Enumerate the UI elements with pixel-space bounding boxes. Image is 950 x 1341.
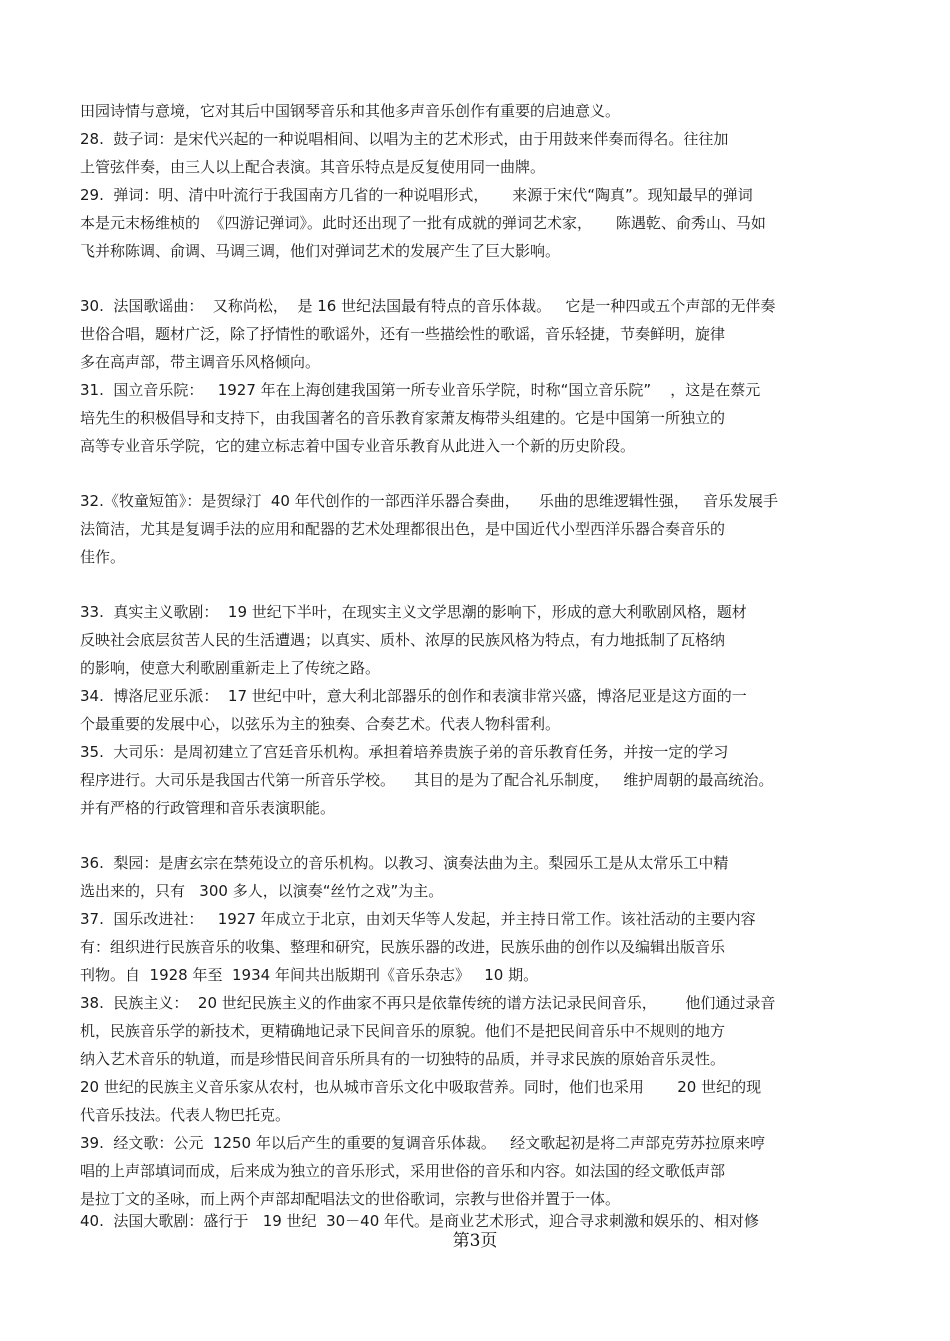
text-line: 30. 法国歌谣曲： 又称尚松， 是 16 世纪法国最有特点的音乐体裁。 它是一种四或五个声部的无伴奏 xyxy=(80,297,776,315)
text-line: 多在高声部，带主调音乐风格倾向。 xyxy=(80,353,321,371)
text-line: 纳入艺术音乐的轨道，而是珍惜民间音乐所具有的一切独特的品质，并寻求民族的原始音乐灵性。 xyxy=(80,1050,726,1068)
text-line: 有：组织进行民族音乐的收集、整理和研究，民族乐器的改进，民族乐曲的创作以及编辑出版音乐 xyxy=(80,938,726,956)
text-line: 32.《牧童短笛》：是贺绿汀 40 年代创作的一部西洋乐器合奏曲， 乐曲的思维逻辑性强， 音乐发展手 xyxy=(80,492,779,510)
text-line: 28. 鼓子词：是宋代兴起的一种说唱相间、以唱为主的艺术形式，由于用鼓来伴奏而得名。往往加 xyxy=(80,130,729,148)
text-line: 刊物。自 1928 年至 1934 年间共出版期刊《音乐杂志》 10 期。 xyxy=(80,966,539,984)
page-number: 第3页 xyxy=(452,1231,498,1251)
text-line: 37. 国乐改进社： 1927 年成立于北京，由刘天华等人发起，并主持日常工作。该社活动的主要内容 xyxy=(80,910,756,928)
text-line: 程序进行。大司乐是我国古代第一所音乐学校。 其目的是为了配合礼乐制度， 维护周朝的最高统治。 xyxy=(80,771,774,789)
text-line: 反映社会底层贫苦人民的生活遭遇；以真实、质朴、浓厚的民族风格为特点，有力地抵制了瓦格纳 xyxy=(80,631,726,649)
text-line: 培先生的积极倡导和支持下，由我国著名的音乐教育家萧友梅带头组建的。它是中国第一所独立的 xyxy=(80,409,726,427)
text-line: 34. 博洛尼亚乐派： 17 世纪中叶，意大利北部器乐的创作和表演非常兴盛，博洛尼亚是这方面的一 xyxy=(80,687,747,705)
text-line: 本是元末杨维桢的 《四游记弹词》。此时还出现了一批有成就的弹词艺术家， 陈遇乾、俞秀山、马如 xyxy=(80,214,766,232)
text-line: 并有严格的行政管理和音乐表演职能。 xyxy=(80,799,336,817)
text-line: 飞并称陈调、俞调、马调三调，他们对弹词艺术的发展产生了巨大影响。 xyxy=(80,242,561,260)
text-line: 代音乐技法。代表人物巴托克。 xyxy=(80,1106,291,1124)
text-line: 40. 法国大歌剧：盛行于 19 世纪 30－40 年代。是商业艺术形式，迎合寻求刺激和娱乐的、相对修 xyxy=(80,1212,760,1230)
text-line: 35. 大司乐：是周初建立了宫廷音乐机构。承担着培养贵族子弟的音乐教育任务，并按一定的学习 xyxy=(80,743,729,761)
text-line: 33. 真实主义歌剧： 19 世纪下半叶，在现实主义文学思潮的影响下，形成的意大利歌剧风格，题材 xyxy=(80,603,747,621)
text-line: 上管弦伴奏，由三人以上配合表演。其音乐特点是反复使用同一曲牌。 xyxy=(80,158,546,176)
text-line: 的影响，使意大利歌剧重新走上了传统之路。 xyxy=(80,659,381,677)
text-line: 38. 民族主义： 20 世纪民族主义的作曲家不再只是依靠传统的谱方法记录民间音乐， 他们通过录音 xyxy=(80,994,776,1012)
text-line: 31. 国立音乐院： 1927 年在上海创建我国第一所专业音乐学院，时称“国立音乐院” ，这是在蔡元 xyxy=(80,381,761,399)
text-line: 机，民族音乐学的新技术，更精确地记录下民间音乐的原貌。他们不是把民间音乐中不规则的地方 xyxy=(80,1022,726,1040)
text-line: 20 世纪的民族主义音乐家从农村，也从城市音乐文化中吸取营养。同时，他们也采用 20 世纪的现 xyxy=(80,1078,762,1096)
text-line: 佳作。 xyxy=(80,548,126,566)
text-line: 法简洁，尤其是复调手法的应用和配器的艺术处理都很出色，是中国近代小型西洋乐器合奏音乐的 xyxy=(80,520,726,538)
text-line: 高等专业音乐学院，它的建立标志着中国专业音乐教育从此进入一个新的历史阶段。 xyxy=(80,437,636,455)
text-line: 唱的上声部填词而成，后来成为独立的音乐形式，采用世俗的音乐和内容。如法国的经文歌低声部 xyxy=(80,1162,726,1180)
text-line: 田园诗情与意境，它对其后中国钢琴音乐和其他多声音乐创作有重要的启迪意义。 xyxy=(80,102,621,120)
text-line: 个最重要的发展中心，以弦乐为主的独奏、合奏艺术。代表人物科雷利。 xyxy=(80,715,561,733)
text-line: 36. 梨园：是唐玄宗在禁苑设立的音乐机构。以教习、演奏法曲为主。梨园乐工是从太常乐工中精 xyxy=(80,854,729,872)
text-line: 是拉丁文的圣咏，而上两个声部却配唱法文的世俗歌词，宗教与世俗并置于一体。 xyxy=(80,1190,621,1208)
text-line: 世俗合唱，题材广泛，除了抒情性的歌谣外，还有一些描绘性的歌谣，音乐轻捷，节奏鲜明，旋律 xyxy=(80,325,726,343)
text-line: 29. 弹词：明、清中叶流行于我国南方几省的一种说唱形式， 来源于宋代“陶真”。现知最早的弹词 xyxy=(80,186,753,204)
text-line: 选出来的，只有 300 多人，以演奏“丝竹之戏”为主。 xyxy=(80,882,444,900)
text-line: 39. 经文歌：公元 1250 年以后产生的重要的复调音乐体裁。 经文歌起初是将二声部克劳苏拉原来哼 xyxy=(80,1134,766,1152)
